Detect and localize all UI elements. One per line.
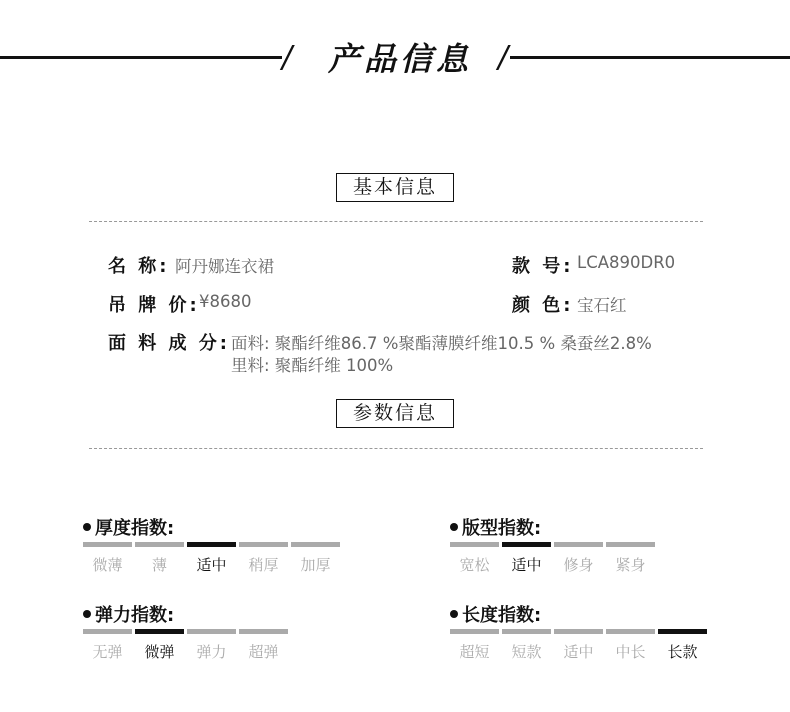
composition-line-1: 面料: 聚酯纤维86.7 %聚酯薄膜纤维10.5 % 桑蚕丝2.8% (231, 334, 652, 353)
scale-label: 适中 (196, 556, 227, 574)
style-label: 款 号: (512, 256, 574, 277)
bullet-icon (83, 610, 91, 618)
elasticity-option (187, 629, 236, 662)
length-option (658, 629, 707, 662)
color-label: 颜 色: (512, 295, 574, 316)
scale-bar (83, 629, 132, 634)
scale-bar (450, 629, 499, 634)
thickness-scale (83, 542, 340, 575)
scale-bar (658, 629, 707, 634)
name-label: 名 称: (108, 256, 170, 277)
scale-label: 长款 (667, 643, 698, 661)
fit-option (554, 542, 603, 575)
bullet-icon (450, 610, 458, 618)
scale-bar (554, 629, 603, 634)
color-value: 宝石红 (577, 296, 627, 315)
scale-label: 稍厚 (248, 556, 279, 574)
length-option (502, 629, 551, 662)
scale-bar (450, 542, 499, 547)
scale-bar (187, 629, 236, 634)
scale-label: 薄 (151, 556, 167, 574)
price-label: 吊 牌 价: (108, 295, 200, 316)
bullet-icon (83, 523, 91, 531)
bullet-icon (450, 523, 458, 531)
header-line-right (510, 56, 790, 59)
thickness-index-title: 厚度指数: (83, 514, 174, 540)
elasticity-option (83, 629, 132, 662)
section-title-basic: 基本信息 (336, 173, 454, 202)
divider (89, 448, 703, 449)
divider (89, 221, 703, 222)
fit-option (502, 542, 551, 575)
length-option (554, 629, 603, 662)
scale-bar (606, 542, 655, 547)
thickness-option (187, 542, 236, 575)
composition-line-2: 里料: 聚酯纤维 100% (231, 356, 394, 375)
header-slash-left: / (282, 40, 293, 75)
scale-bar (83, 542, 132, 547)
scale-label: 适中 (563, 643, 594, 661)
scale-label: 弹力 (196, 643, 227, 661)
name-value: 阿丹娜连衣裙 (175, 257, 274, 276)
thickness-option (83, 542, 132, 575)
fit-scale (450, 542, 655, 575)
scale-bar (187, 542, 236, 547)
length-option (450, 629, 499, 662)
scale-label: 微薄 (92, 556, 123, 574)
thickness-option (135, 542, 184, 575)
scale-bar (502, 542, 551, 547)
composition-label: 面 料 成 分: (108, 333, 230, 354)
scale-label: 紧身 (615, 556, 646, 574)
scale-label: 无弹 (92, 643, 123, 661)
scale-label: 修身 (563, 556, 594, 574)
scale-label: 中长 (615, 643, 646, 661)
scale-label: 短款 (511, 643, 542, 661)
fit-option (450, 542, 499, 575)
style-value: LCA890DR0 (577, 253, 676, 272)
scale-bar (554, 542, 603, 547)
scale-label: 超弹 (248, 643, 279, 661)
section-title-params: 参数信息 (336, 399, 454, 428)
fit-option (606, 542, 655, 575)
page-title: 产品信息 (327, 40, 472, 78)
header-slash-right: / (498, 40, 509, 75)
length-option (606, 629, 655, 662)
scale-bar (135, 629, 184, 634)
scale-bar (239, 629, 288, 634)
elasticity-option (239, 629, 288, 662)
thickness-option (239, 542, 288, 575)
scale-label: 超短 (459, 643, 490, 661)
scale-bar (135, 542, 184, 547)
header-line-left (0, 56, 282, 59)
elasticity-scale (83, 629, 288, 662)
scale-label: 微弹 (144, 643, 175, 661)
thickness-option (291, 542, 340, 575)
elasticity-option (135, 629, 184, 662)
length-scale (450, 629, 707, 662)
scale-bar (291, 542, 340, 547)
price-value: ¥8680 (199, 292, 252, 311)
scale-label: 宽松 (459, 556, 490, 574)
elasticity-index-title: 弹力指数: (83, 601, 174, 627)
scale-label: 适中 (511, 556, 542, 574)
fit-index-title: 版型指数: (450, 514, 541, 540)
scale-label: 加厚 (300, 556, 331, 574)
scale-bar (502, 629, 551, 634)
length-index-title: 长度指数: (450, 601, 541, 627)
scale-bar (239, 542, 288, 547)
scale-bar (606, 629, 655, 634)
